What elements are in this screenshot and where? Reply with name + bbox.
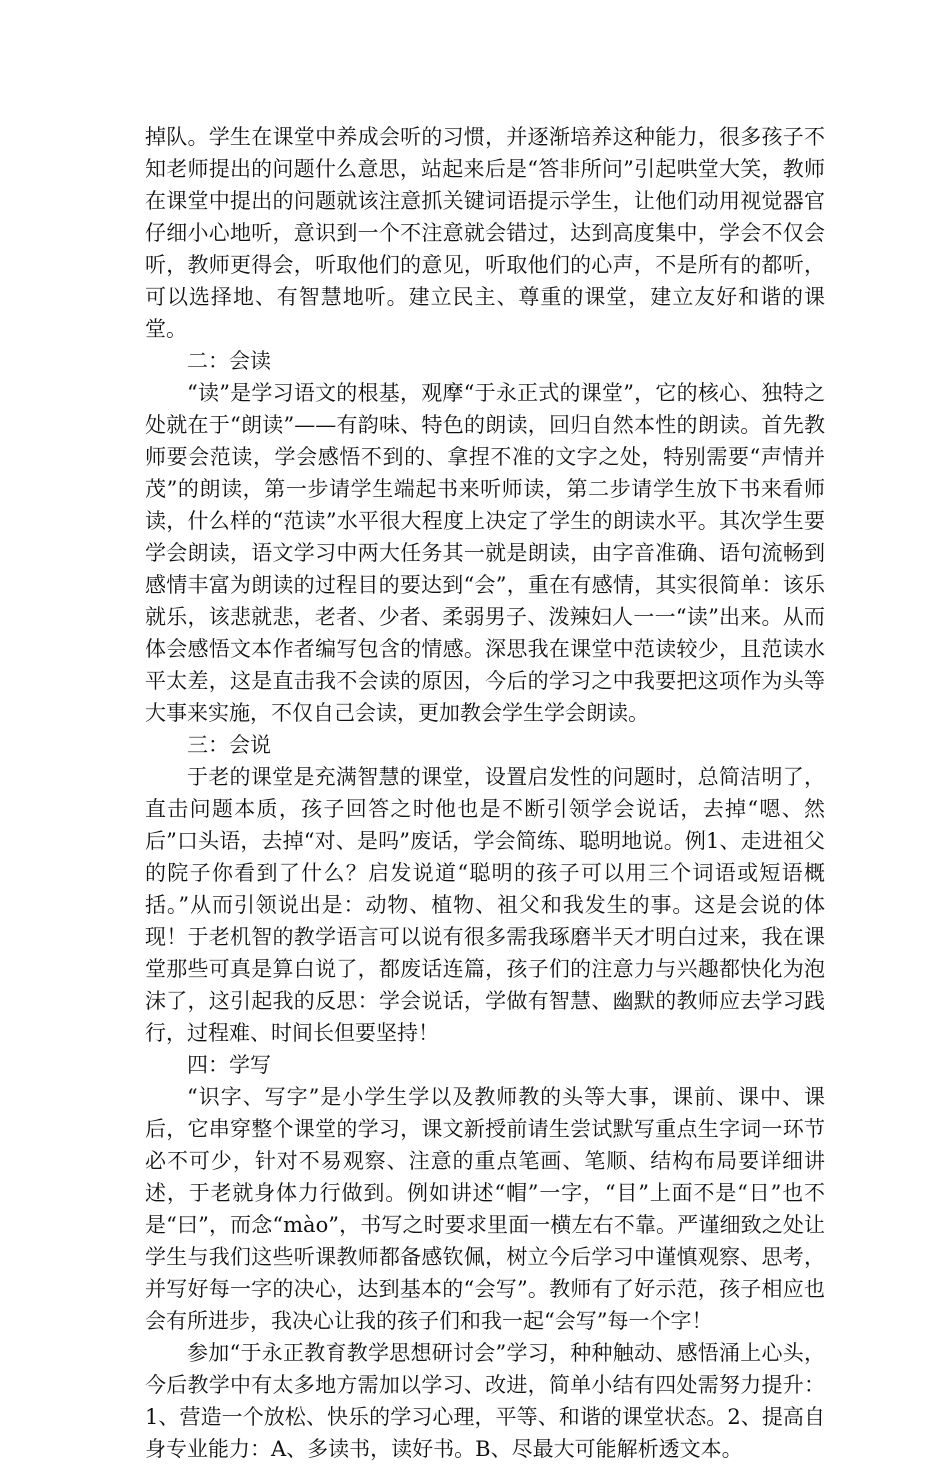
section-heading-reading: 二：会读	[187, 349, 271, 373]
paragraph-writing: “识字、写字”是小学生学以及教师教的头等大事，课前、课中、课后，它串穿整个课堂的学习，课文新授前请生尝试默写重点生字词一环节必不可少，针对不易观察、注意的重点笔画、笔顺、结构布局要详细讲述，于老就身体力行做到。例如讲述“帽”一字，“目”上面不是“日”也不是“曰”，而念“mào”，书写之时要求里面一横左右不靠。严谨细致之处让学生与我们这些听课教师都备感钦佩，树立今后学习中谨慎观察、思考，并写好每一字的决心，达到基本的“会写”。教师有了好示范，孩子相应也会有所进步，我决心让我的孩子们和我一起“会写”每一个字！	[145, 1085, 825, 1333]
paragraph-summary: 参加“于永正教育教学思想研讨会”学习，种种触动、感悟涌上心头，今后教学中有太多地方需加以学习、改进，简单小结有四处需努力提升：1、营造一个放松、快乐的学习心理，平等、和谐的课堂状态。2、提高自身专业能力：A、多读书，读好书。B、尽最大可能解析透文本。	[145, 1341, 825, 1461]
document-page	[145, 121, 825, 1465]
section-heading-speaking: 三：会说	[187, 733, 271, 757]
section-heading-writing: 四：学写	[187, 1053, 271, 1077]
paragraph-reading: “读”是学习语文的根基，观摩“于永正式的课堂”，它的核心、独特之处就在于“朗读”——有韵味、特色的朗读，回归自然本性的朗读。首先教师要会范读，学会感悟不到的、拿捏不准的文字之处，特别需要“声情并茂”的朗读，第一步请学生端起书来听师读，第二步请学生放下书来看师读，什么样的“范读”水平很大程度上决定了学生的朗读水平。其次学生要学会朗读，语文学习中两大任务其一就是朗读，由字音准确、语句流畅到感情丰富为朗读的过程目的要达到“会”，重在有感情，其实很简单：该乐就乐，该悲就悲，老者、少者、柔弱男子、泼辣妇人一一“读”出来。从而体会感悟文本作者编写包含的情感。深思我在课堂中范读较少，且范读水平太差，这是直击我不会读的原因，今后的学习之中我要把这项作为头等大事来实施，不仅自己会读，更加教会学生学会朗读。	[145, 381, 825, 725]
paragraph-speaking: 于老的课堂是充满智慧的课堂，设置启发性的问题时，总简洁明了，直击问题本质，孩子回答之时他也是不断引领学会说话，去掉“嗯、然后”口头语，去掉“对、是吗”废话，学会简练、聪明地说。例1、走进祖父的院子你看到了什么？启发说道“聪明的孩子可以用三个词语或短语概括。”从而引领说出是：动物、植物、祖父和我发生的事。这是会说的体现！于老机智的教学语言可以说有很多需我琢磨半天才明白过来，我在课堂那些可真是算白说了，都废话连篇，孩子们的注意力与兴趣都快化为泡沫了，这引起我的反思：学会说话，学做有智慧、幽默的教师应去学习践行，过程难、时间长但要坚持！	[145, 765, 825, 1045]
paragraph-continuation: 掉队。学生在课堂中养成会听的习惯，并逐渐培养这种能力，很多孩子不知老师提出的问题什么意思，站起来后是“答非所问”引起哄堂大笑，教师在课堂中提出的问题就该注意抓关键词语提示学生，让他们动用视觉器官仔细小心地听，意识到一个不注意就会错过，达到高度集中，学会不仅会听，教师更得会，听取他们的意见，听取他们的心声，不是所有的都听，可以选择地、有智慧地听。建立民主、尊重的课堂，建立友好和谐的课堂。	[145, 125, 825, 341]
